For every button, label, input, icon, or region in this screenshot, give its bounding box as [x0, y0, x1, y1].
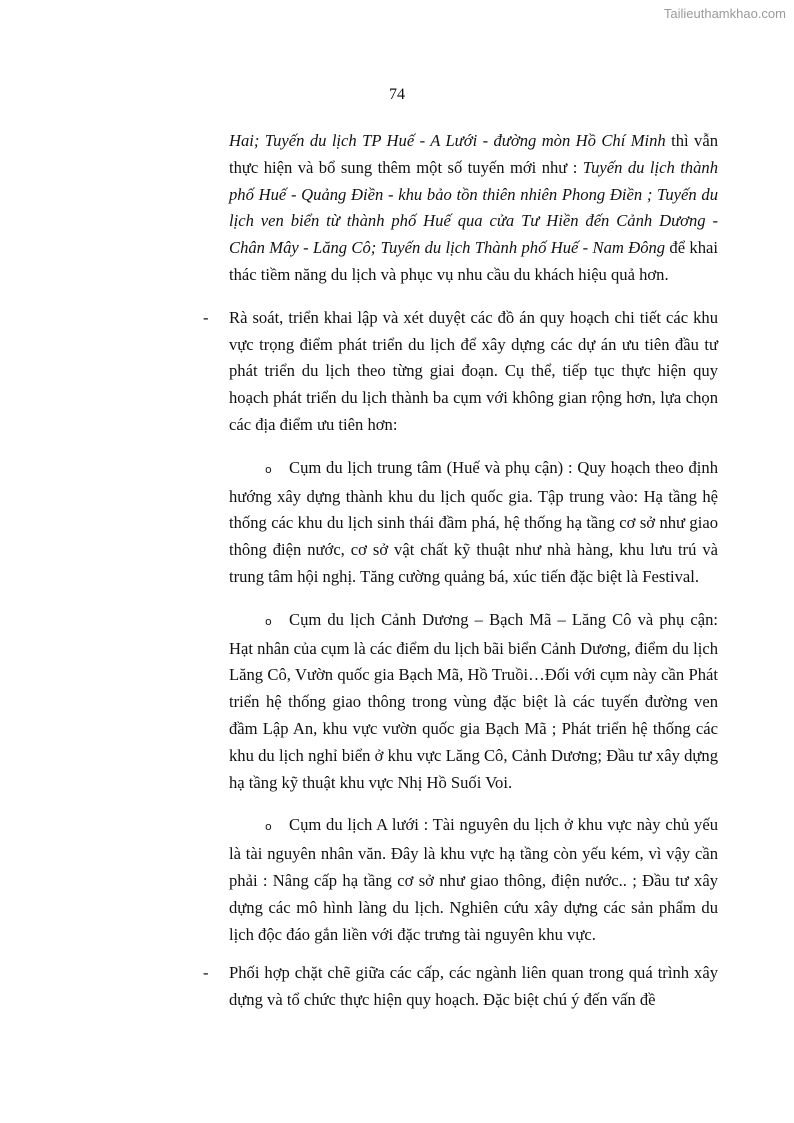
text-italic: Hai; Tuyến du lịch TP Huế - A Lưới - đường mòn Hồ Chí Minh	[229, 131, 666, 150]
dash-marker: -	[203, 307, 209, 327]
circle-bullet-icon: o	[265, 462, 272, 476]
bullet-item-review-planning	[203, 305, 718, 439]
bullet-text: Phối hợp chặt chẽ giữa các cấp, các ngành liên quan trong quá trình xây dựng và tổ chức thực hiện quy hoạch. Đặc biệt chú ý đến vấn đề	[229, 963, 718, 1010]
paragraph-tour-routes	[229, 128, 718, 289]
sub-bullet-text: Cụm du lịch Cảnh Dương – Bạch Mã – Lăng Cô và phụ cận: Hạt nhân của cụm là các điểm du lịch bãi biển Cảnh Dương, điểm du lịch Lăng Cô, Vườn quốc gia Bạch Mã, Hồ Truồi…Đối với cụm này cần Phát triển hệ thống giao thông trong vùng đặc biệt là các tuyến đường ven đầm Lập An, khu vực vườn quốc gia Bạch Mã ; Phát triển hệ thống các khu du lịch nghỉ biển ở khu vực Lăng Cô, Cảnh Dương; Đầu tư xây dựng hạ tầng kỹ thuật khu vực Nhị Hồ Suối Voi.	[229, 609, 718, 792]
document-body	[203, 128, 718, 1014]
sub-bullet-a-luoi-cluster	[229, 812, 718, 948]
bullet-item-coordination	[203, 960, 718, 1014]
circle-bullet-icon: o	[265, 820, 272, 834]
sub-bullet-text: Cụm du lịch A lưới : Tài nguyên du lịch ở khu vực này chủ yếu là tài nguyên nhân văn. Đây là khu vực hạ tầng còn yếu kém, vì vậy cần phải : Nâng cấp hạ tầng cơ sở như giao thông, điện nước.. ; Đầu tư xây dựng các mô hình làng du lịch. Nghiên cứu xây dựng các sản phẩm du lịch độc đáo gắn liền với đặc trưng tài nguyên khu vực.	[229, 815, 718, 944]
bullet-text: Rà soát, triển khai lập và xét duyệt các đồ án quy hoạch chi tiết các khu vực trọng điểm phát triển du lịch để xây dựng các dự án ưu tiên đầu tư phát triển du lịch theo từng giai đoạn. Cụ thể, tiếp tục thực hiện quy hoạch phát triển du lịch thành ba cụm với không gian rộng hơn, lựa chọn các địa điểm ưu tiên hơn:	[229, 307, 718, 434]
sub-bullet-central-cluster	[229, 455, 718, 591]
page-number: 74	[389, 86, 405, 103]
dash-marker: -	[203, 963, 209, 983]
sub-bullet-canh-duong-cluster	[229, 607, 718, 797]
text-regular: thì vẫn thực hiện và bổ sung thêm một số tuyến mới như :	[229, 131, 718, 177]
watermark: Tailieuthamkhao.com	[663, 6, 786, 21]
text-italic: Tuyến du lịch thành phố Huế - Quảng Điền - khu bảo tồn thiên nhiên Phong Điền ; Tuyến du lịch ven biển từ thành phố Huế qua cửa Tư Hiền đến Cảnh Dương - Chân Mây - Lăng Cô; Tuyến du lịch Thành phố Huế - Nam Đông	[229, 157, 718, 258]
sub-bullet-text: Cụm du lịch trung tâm (Huế và phụ cận) : Quy hoạch theo định hướng xây dựng thành khu du lịch quốc gia. Tập trung vào: Hạ tầng hệ thống các khu du lịch sinh thái đầm phá, hệ thống hạ tầng cơ sở như giao thông điện nước, cơ sở vật chất kỹ thuật như nhà hàng, khu lưu trú và trung tâm hội nghị. Tăng cường quảng bá, xúc tiến đặc biệt là Festival.	[229, 457, 718, 586]
circle-bullet-icon: o	[265, 614, 272, 628]
text-regular: để khai thác tiềm năng du lịch và phục vụ nhu cầu du khách hiệu quả hơn.	[229, 238, 718, 284]
